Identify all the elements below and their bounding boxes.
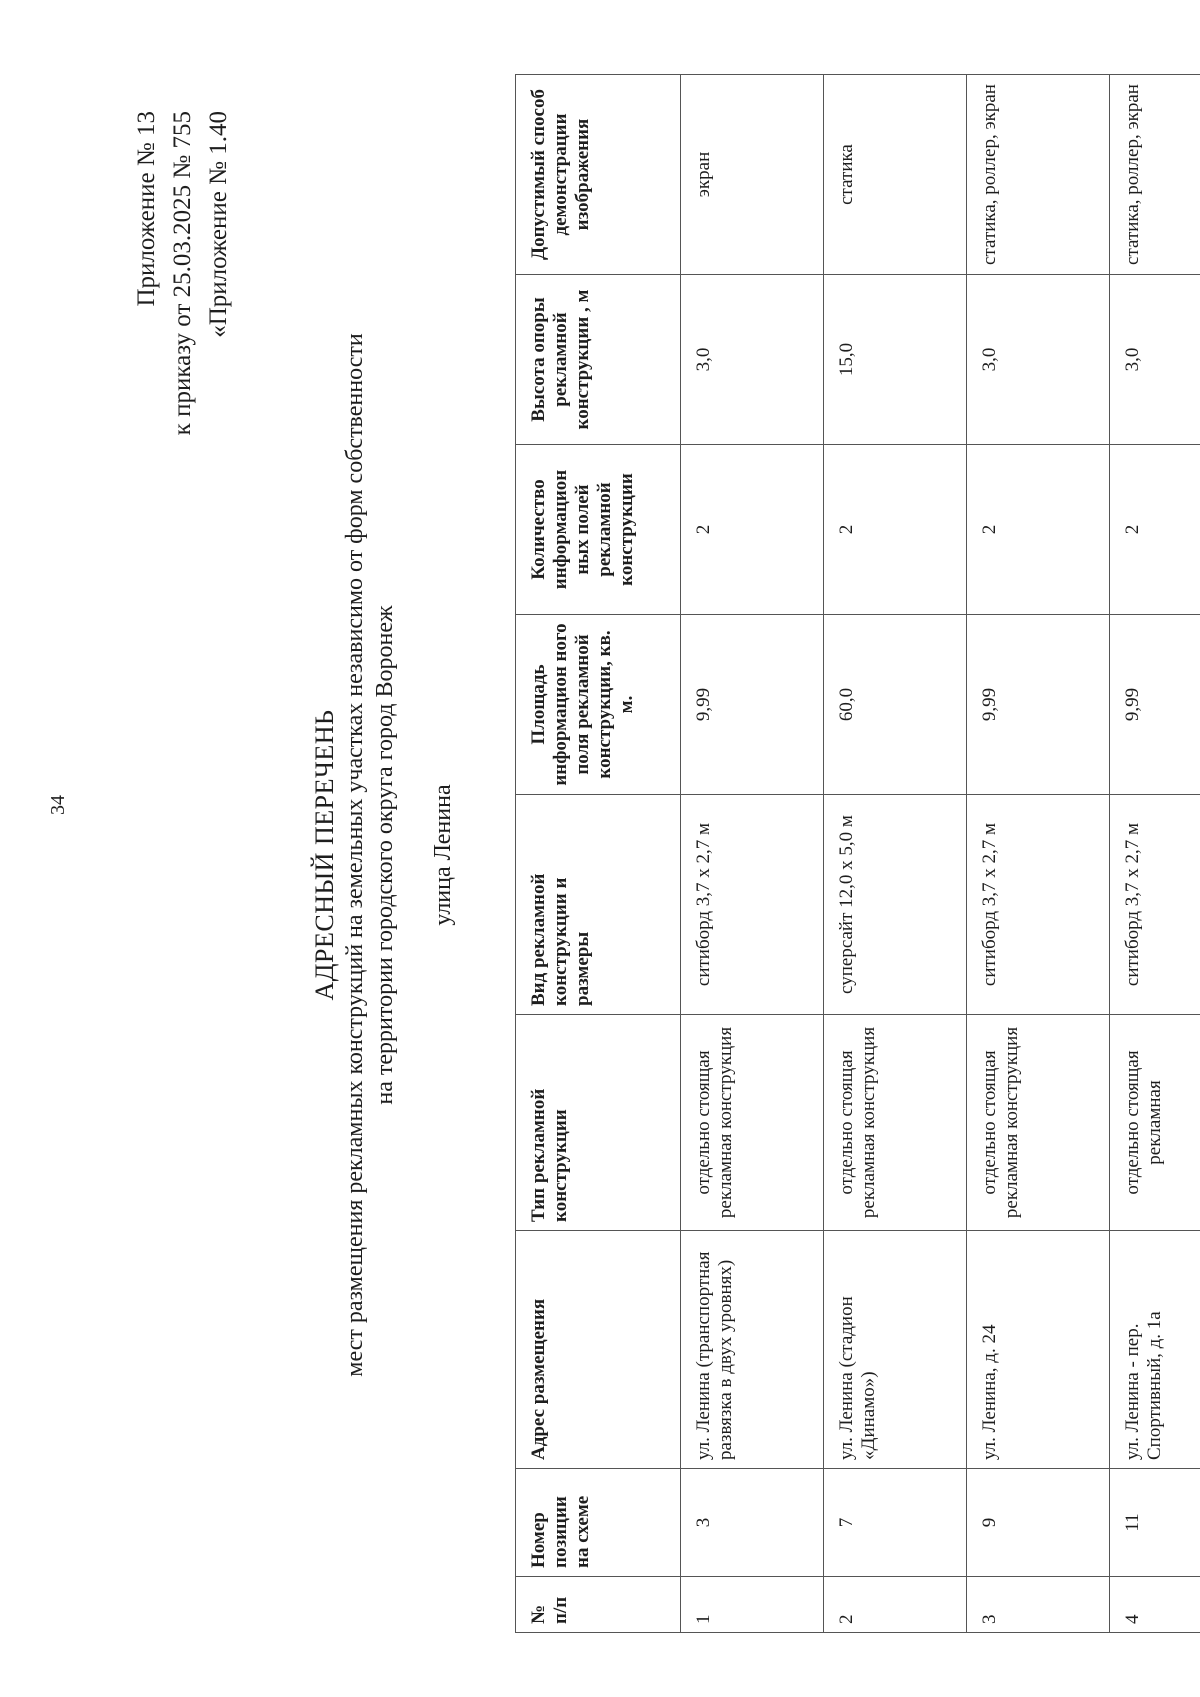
cell-type: отдельно стоящая рекламная конструкция	[681, 1015, 824, 1231]
table-row	[1110, 75, 1200, 1633]
header-cell-number: № п/п	[516, 1577, 681, 1633]
address-list-table	[515, 74, 1200, 1633]
header-cell-display: Допустимый способ демонстрации изображения	[516, 75, 681, 275]
cell-kind: ситиборд 3,7 х 2,7 м	[681, 795, 824, 1015]
cell-address: ул. Ленина (стадион «Динамо»)	[824, 1231, 967, 1469]
street-heading: улица Ленина	[430, 784, 456, 926]
cell-number: 2	[824, 1577, 967, 1633]
cell-fields: 2	[824, 445, 967, 615]
cell-number: 1	[681, 1577, 824, 1633]
cell-area: 9,99	[1110, 615, 1200, 795]
cell-type: отдельно стоящая рекламная	[1110, 1015, 1200, 1231]
header-cell-position: Номер позиции на схеме	[516, 1469, 681, 1577]
cell-height: 3,0	[967, 275, 1110, 445]
appendix-line-3: «Приложение № 1.40	[205, 111, 232, 338]
document-subtitle-line-1: мест размещения рекламных конструкций на земельных участках независимо от форм собственности	[342, 333, 368, 1377]
cell-display: статика, роллер, экран	[967, 75, 1110, 275]
header-cell-area: Площадь информацион ного поля рекламной конструкции, кв. м.	[516, 615, 681, 795]
cell-type: отдельно стоящая рекламная конструкция	[967, 1015, 1110, 1231]
cell-position: 11	[1110, 1469, 1200, 1577]
table-header-row	[516, 75, 681, 1633]
header-cell-kind: Вид рекламной конструкции и размеры	[516, 795, 681, 1015]
page-number: 34	[47, 795, 69, 815]
cell-height: 3,0	[1110, 275, 1200, 445]
cell-area: 9,99	[681, 615, 824, 795]
cell-address: ул. Ленина, д. 24	[967, 1231, 1110, 1469]
document-title: АДРЕСНЫЙ ПЕРЕЧЕНЬ	[310, 709, 339, 1001]
document-page	[45, 45, 1175, 1665]
cell-kind: суперсайт 12,0 х 5,0 м	[824, 795, 967, 1015]
table-row	[681, 75, 824, 1633]
header-cell-fields: Количество информацион ных полей рекламной конструкции	[516, 445, 681, 615]
table-row	[967, 75, 1110, 1633]
cell-position: 9	[967, 1469, 1110, 1577]
cell-area: 60,0	[824, 615, 967, 795]
cell-type: отдельно стоящая рекламная конструкция	[824, 1015, 967, 1231]
cell-address: ул. Ленина - пер. Спортивный, д. 1а	[1110, 1231, 1200, 1469]
cell-position: 3	[681, 1469, 824, 1577]
cell-fields: 2	[967, 445, 1110, 615]
cell-display: экран	[681, 75, 824, 275]
header-cell-type: Тип рекламной конструкции	[516, 1015, 681, 1231]
cell-fields: 2	[681, 445, 824, 615]
cell-height: 3,0	[681, 275, 824, 445]
document-subtitle-line-2: на территории городского округа город Воронеж	[372, 605, 398, 1105]
cell-number: 4	[1110, 1577, 1200, 1633]
table-row	[824, 75, 967, 1633]
cell-number: 3	[967, 1577, 1110, 1633]
cell-position: 7	[824, 1469, 967, 1577]
cell-display: статика	[824, 75, 967, 275]
cell-kind: ситиборд 3,7 х 2,7 м	[967, 795, 1110, 1015]
appendix-block	[129, 111, 237, 811]
cell-display: статика, роллер, экран	[1110, 75, 1200, 275]
appendix-line-2: к приказу от 25.03.2025 № 755	[169, 111, 196, 436]
header-cell-height: Высота опоры рекламной конструкции , м	[516, 275, 681, 445]
cell-height: 15,0	[824, 275, 967, 445]
appendix-line-1: Приложение № 13	[133, 111, 160, 307]
title-block	[310, 45, 458, 1665]
cell-kind: ситиборд 3,7 х 2,7 м	[1110, 795, 1200, 1015]
cell-address: ул. Ленина (транспортная развязка в двух уровнях)	[681, 1231, 824, 1469]
header-cell-address: Адрес размещения	[516, 1231, 681, 1469]
cell-fields: 2	[1110, 445, 1200, 615]
cell-area: 9,99	[967, 615, 1110, 795]
